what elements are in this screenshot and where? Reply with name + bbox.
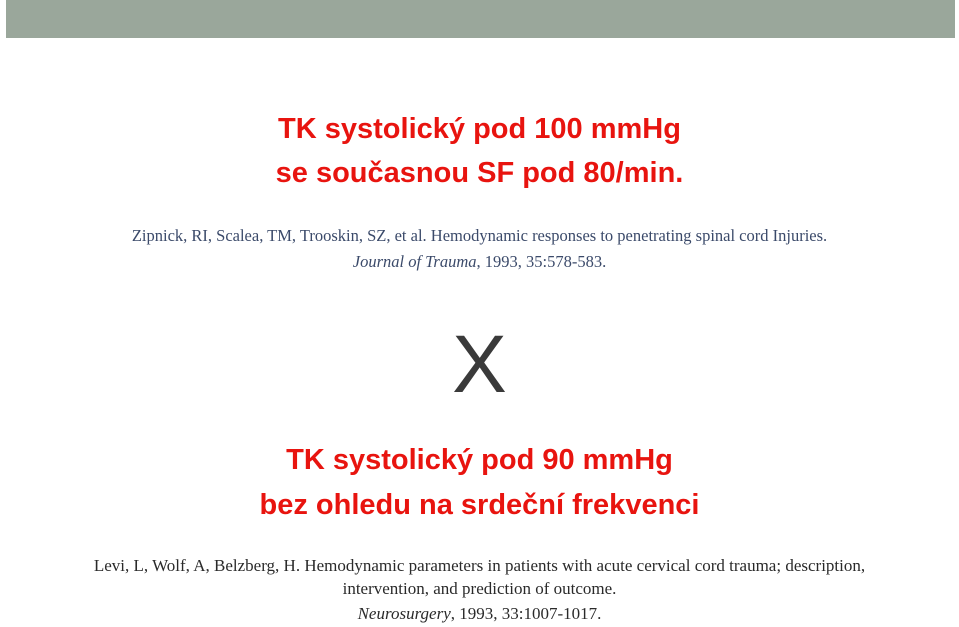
reference2-line2: intervention, and prediction of outcome. bbox=[342, 579, 617, 598]
reference2-source bbox=[0, 603, 959, 625]
heading1-line2: se současnou SF pod 80/min. bbox=[275, 157, 684, 189]
heading2-line1: TK systolický pod 90 mmHg bbox=[286, 444, 673, 476]
reference1-citation: , 1993, 35:578-583. bbox=[476, 252, 607, 271]
heading1-line1: TK systolický pod 100 mmHg bbox=[278, 113, 681, 145]
reference1-authors-title: Zipnick, RI, Scalea, TM, Trooskin, SZ, et al. Hemodynamic responses to penetrating spinal cord Injuries. bbox=[131, 226, 828, 245]
reference1-journal: Journal of Trauma bbox=[352, 252, 477, 271]
reference2-citation: , 1993, 33:1007-1017. bbox=[450, 604, 602, 623]
reference1-source bbox=[0, 251, 959, 273]
top-bar bbox=[6, 0, 955, 38]
separator-x: X bbox=[452, 319, 507, 410]
reference2-journal: Neurosurgery bbox=[357, 604, 451, 623]
heading2-line2: bez ohledu na srdeční frekvenci bbox=[259, 489, 700, 521]
reference2-line1: Levi, L, Wolf, A, Belzberg, H. Hemodynamic parameters in patients with acute cervical cord trauma; description, bbox=[93, 556, 866, 575]
